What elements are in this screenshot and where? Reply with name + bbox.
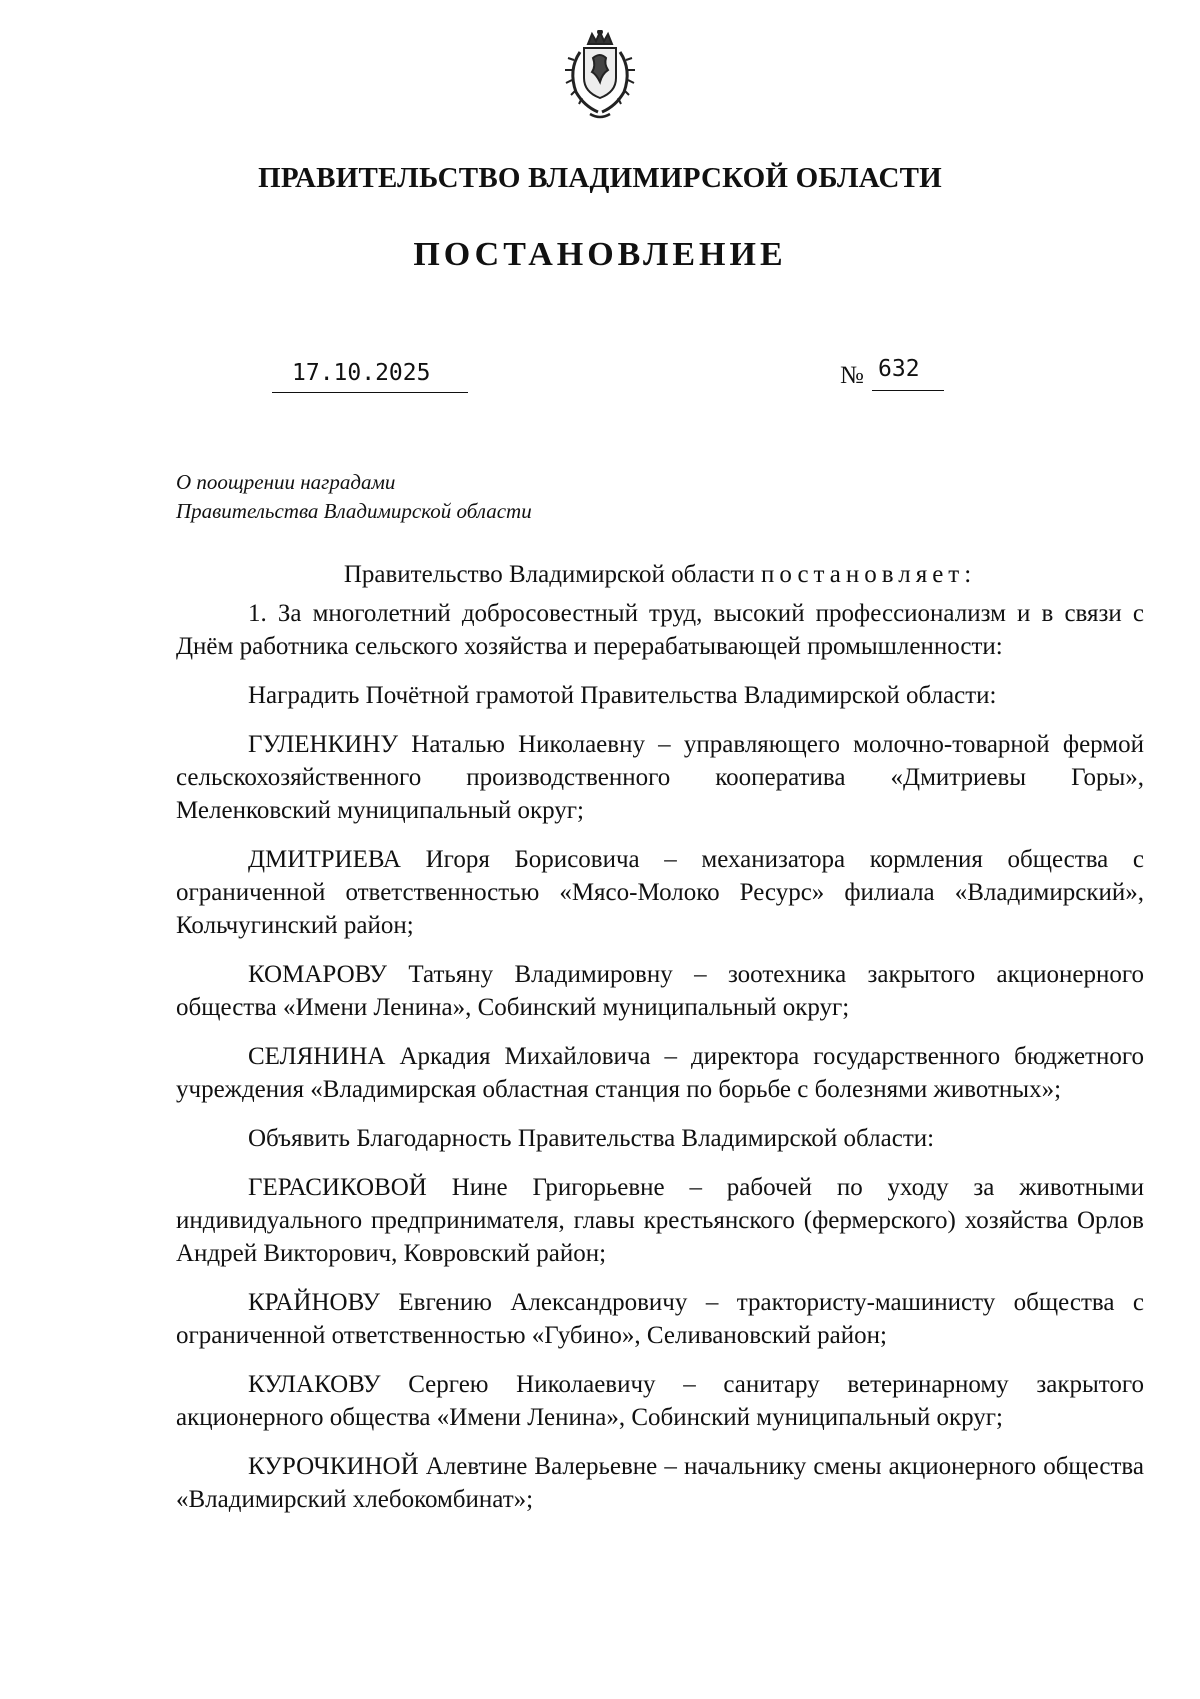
preamble-verb: постановляет: xyxy=(760,561,977,588)
preamble xyxy=(176,558,1144,591)
document-body xyxy=(176,558,1144,1532)
number-sign: № xyxy=(840,362,864,389)
award-heading: Наградить Почётной грамотой Правительства Владимирской области: xyxy=(248,682,997,709)
preamble-subject: Правительство Владимирской области xyxy=(343,561,755,588)
document-number: 632 xyxy=(878,356,920,382)
award-list-item: ГУЛЕНКИНУ Наталью Николаевну – управляющего молочно-товарной фермой сельскохозяйственного производственного кооператива «Дмитриевы Горы», Меленковский муниципальный округ; xyxy=(176,731,1144,824)
document-date-field xyxy=(272,352,468,393)
document-number-field xyxy=(872,350,944,391)
gratitude-heading: Объявить Благодарность Правительства Владимирской области: xyxy=(248,1125,935,1152)
document-subject xyxy=(176,468,532,526)
award-list-item: СЕЛЯНИНА Аркадия Михайловича – директора государственного бюджетного учреждения «Владимирская областная станция по борьбе с болезнями животных»; xyxy=(176,1043,1144,1103)
gratitude-list-item: ГЕРАСИКОВОЙ Нине Григорьевне – рабочей по уходу за животными индивидуального предпринимателя, главы крестьянского (фермерского) хозяйства Орлов Андрей Викторович, Ковровский район; xyxy=(176,1174,1144,1267)
coat-of-arms-icon xyxy=(560,30,640,122)
gratitude-list-item: КУЛАКОВУ Сергею Николаевичу – санитару ветеринарному закрытого акционерного общества «Имени Ленина», Собинский муниципальный округ; xyxy=(176,1371,1144,1431)
subject-line: О поощрении наградами xyxy=(176,470,396,494)
document-date: 17.10.2025 xyxy=(292,360,431,386)
gratitude-list-item: КРАЙНОВУ Евгению Александровичу – трактористу-машинисту общества с ограниченной ответственностью «Губино», Селивановский район; xyxy=(176,1289,1144,1349)
gratitude-list-item: КУРОЧКИНОЙ Алевтине Валерьевне – начальнику смены акционерного общества «Владимирский хлебокомбинат»; xyxy=(176,1453,1144,1513)
award-list-item: КОМАРОВУ Татьяну Владимировну – зоотехника закрытого акционерного общества «Имени Ленина», Собинский муниципальный округ; xyxy=(176,961,1144,1021)
clause-1: 1. За многолетний добросовестный труд, высокий профессионализм и в связи с Днём работника сельского хозяйства и перерабатывающей промышленности: xyxy=(176,600,1144,660)
organization-title: ПРАВИТЕЛЬСТВО ВЛАДИМИРСКОЙ ОБЛАСТИ xyxy=(258,162,942,194)
award-list-item: ДМИТРИЕВА Игоря Борисовича – механизатора кормления общества с ограниченной ответственностью «Мясо-Молоко Ресурс» филиала «Владимирский», Кольчугинский район; xyxy=(176,846,1144,939)
subject-line: Правительства Владимирской области xyxy=(176,499,532,523)
document-type: ПОСТАНОВЛЕНИЕ xyxy=(413,236,787,273)
